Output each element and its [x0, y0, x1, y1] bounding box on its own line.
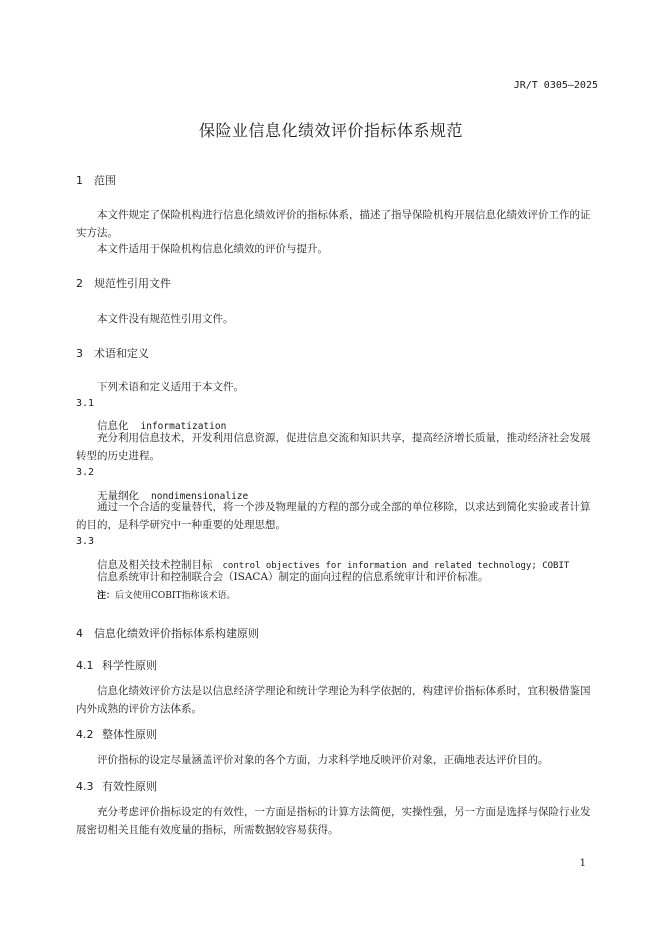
section-number: 3 [76, 347, 83, 360]
page-number: 1 [579, 858, 586, 869]
section-title: 范围 [94, 174, 116, 187]
paragraph: 充分考虑评价指标设定的有效性，一方面是指标的计算方法简便，实操性强，另一方面是选择与保险行业发展密切相关且能有效度量的指标，所需数据较容易获得。 [76, 806, 591, 836]
section-number: 4 [76, 627, 83, 640]
subsection-4-2-heading [76, 726, 157, 742]
term-chinese: 无量纲化 [97, 490, 139, 502]
term-number: 3.1 [76, 398, 95, 409]
note-text: 后文使用COBIT指称该术语。 [115, 591, 236, 601]
subsection-4-3-heading [76, 778, 157, 794]
term-english: control objectives for information and related technology; COBIT [222, 561, 570, 571]
note [97, 588, 235, 601]
paragraph: 本文件规定了保险机构进行信息化绩效评价的指标体系，描述了指导保险机构开展信息化绩效评价工作的证实方法。 [76, 209, 591, 239]
paragraph: 本文件适用于保险机构信息化绩效的评价与提升。 [97, 243, 328, 255]
note-label: 注： [97, 591, 116, 601]
standard-number: JR/T 0305—2025 [513, 80, 598, 91]
term-definition: 通过一个合适的变量替代，将一个涉及物理量的方程的部分或全部的单位移除，以求达到简化实验或者计算的目的，是科学研究中一种重要的处理思想。 [76, 501, 591, 531]
term-definition: 充分利用信息技术，开发利用信息资源，促进信息交流和知识共享，提高经济增长质量，推动经济社会发展转型的历史进程。 [76, 432, 591, 462]
paragraph: 本文件没有规范性引用文件。 [97, 313, 234, 325]
subsection-4-1-heading [76, 657, 157, 673]
section-1-heading [76, 172, 116, 188]
subsection-number: 4.3 [76, 780, 94, 793]
section-4-heading [76, 625, 259, 641]
term-chinese: 信息化 [97, 420, 129, 432]
term-english: nondimensionalize [151, 491, 249, 502]
term-number: 3.3 [76, 536, 95, 547]
term-definition: 信息系统审计和控制联合会（ISACA）制定的面向过程的信息系统审计和评价标准。 [97, 571, 489, 583]
subsection-title: 科学性原则 [102, 659, 157, 672]
subsection-number: 4.1 [76, 659, 94, 672]
subsection-number: 4.2 [76, 728, 94, 741]
section-title: 信息化绩效评价指标体系构建原则 [94, 627, 259, 640]
subsection-title: 有效性原则 [102, 780, 157, 793]
section-title: 规范性引用文件 [94, 277, 171, 290]
term-english: informatization [140, 421, 227, 432]
term-chinese: 信息及相关技术控制目标 [97, 559, 213, 571]
term-number: 3.2 [76, 467, 95, 478]
section-number: 2 [76, 277, 83, 290]
section-title: 术语和定义 [94, 347, 149, 360]
section-3-heading [76, 345, 149, 361]
paragraph: 下列术语和定义适用于本文件。 [97, 381, 244, 393]
subsection-title: 整体性原则 [102, 728, 157, 741]
paragraph: 信息化绩效评价方法是以信息经济学理论和统计学理论为科学依据的，构建评价指标体系时，宜积极借鉴国内外成熟的评价方法体系。 [76, 685, 591, 715]
section-number: 1 [76, 174, 83, 187]
section-2-heading [76, 275, 171, 291]
paragraph: 评价指标的设定尽量涵盖评价对象的各个方面，力求科学地反映评价对象，正确地表达评价目的。 [97, 754, 549, 766]
document-title: 保险业信息化绩效评价指标体系规范 [198, 121, 463, 140]
